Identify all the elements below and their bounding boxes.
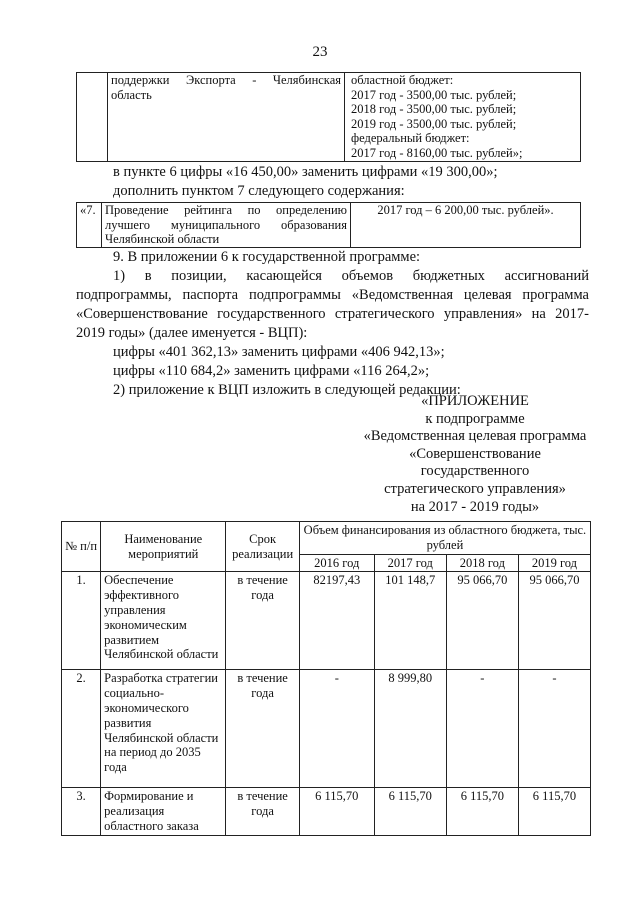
row-name: Разработка стратегии социально-экономического развития Челябинской области на период до 2035 года bbox=[101, 670, 226, 788]
appendix-line: стратегического управления» bbox=[384, 480, 566, 497]
row-value: 6 115,70 bbox=[518, 788, 590, 835]
appendix-line: «Совершенствование bbox=[409, 445, 541, 462]
top-table bbox=[76, 72, 581, 162]
header-term: Срок реализации bbox=[226, 522, 299, 572]
page-number: 23 bbox=[312, 44, 328, 60]
table-cell-name: Проведение рейтинга по определению лучшего муниципального образования Челябинской области bbox=[102, 203, 351, 248]
funding-line: 2017 год - 8160,00 тыс. рублей»; bbox=[351, 145, 523, 160]
row-value: - bbox=[518, 670, 590, 788]
header-year: 2019 год bbox=[518, 554, 590, 572]
appendix-line: «ПРИЛОЖЕНИЕ bbox=[421, 393, 529, 409]
row-value: 6 115,70 bbox=[374, 788, 446, 835]
paragraph-line: цифры «401 362,13» заменить цифрами «406 942,13»; bbox=[113, 344, 445, 360]
paragraph-line: 2) приложение к ВЦП изложить в следующей редакции: bbox=[113, 382, 461, 398]
financing-table bbox=[61, 521, 591, 836]
table-cell-funding bbox=[345, 73, 581, 162]
header-year: 2018 год bbox=[446, 554, 518, 572]
table-row bbox=[77, 73, 581, 162]
table-cell-name: поддержки Экспорта - Челябинская область bbox=[108, 73, 345, 162]
appendix-line: к подпрограмме bbox=[425, 410, 525, 427]
row-name: Формирование и реализация областного заказа bbox=[101, 788, 226, 835]
table-cell-num: «7. bbox=[77, 203, 102, 248]
row-value: 95 066,70 bbox=[446, 572, 518, 670]
header-name: Наименование мероприятий bbox=[101, 522, 226, 572]
paragraph-line: 9. В приложении 6 к государственной программе: bbox=[113, 249, 421, 265]
header-num: № п/п bbox=[62, 522, 101, 572]
appendix-line: государственного bbox=[420, 463, 530, 480]
row-term: в течение года bbox=[226, 788, 299, 835]
header-year: 2016 год bbox=[299, 554, 374, 572]
paragraph-line: подпрограммы, паспорта подпрограммы «Ведомственная целевая программа bbox=[76, 287, 589, 303]
table-row bbox=[62, 788, 591, 835]
point7-table bbox=[76, 202, 581, 248]
header-volume: Объем финансирования из областного бюджета, тыс. рублей bbox=[299, 522, 590, 555]
row-value: - bbox=[446, 670, 518, 788]
table-row bbox=[77, 203, 581, 248]
header-year: 2017 год bbox=[374, 554, 446, 572]
row-value: - bbox=[299, 670, 374, 788]
table-cell-empty bbox=[77, 73, 108, 162]
appendix-heading bbox=[330, 393, 620, 516]
funding-line: областной бюджет: bbox=[351, 73, 454, 87]
row-value: 82197,43 bbox=[299, 572, 374, 670]
row-value: 6 115,70 bbox=[299, 788, 374, 835]
funding-line: 2018 год - 3500,00 тыс. рублей; bbox=[351, 102, 517, 117]
funding-line: 2017 год - 3500,00 тыс. рублей; bbox=[351, 87, 517, 102]
row-name: Обеспечение эффективного управления экономическим развитием Челябинской области bbox=[101, 572, 226, 670]
table-row bbox=[62, 572, 591, 670]
paragraph-line: в пункте 6 цифры «16 450,00» заменить цифрами «19 300,00»; bbox=[113, 164, 498, 180]
appendix-line: на 2017 - 2019 годы» bbox=[410, 498, 540, 515]
paragraph-line: «Совершенствование государственного стратегического управления» на 2017- bbox=[76, 306, 589, 322]
table-cell-value: 2017 год – 6 200,00 тыс. рублей». bbox=[351, 203, 581, 248]
row-value: 8 999,80 bbox=[374, 670, 446, 788]
table-header-row bbox=[62, 522, 591, 555]
table-row bbox=[62, 670, 591, 788]
row-term: в течение года bbox=[226, 572, 299, 670]
row-num: 3. bbox=[62, 788, 101, 835]
row-term: в течение года bbox=[226, 670, 299, 788]
row-value: 6 115,70 bbox=[446, 788, 518, 835]
funding-line: федеральный бюджет: bbox=[351, 131, 470, 146]
paragraph-line: 1) в позиции, касающейся объемов бюджетных ассигнований bbox=[113, 268, 589, 284]
row-value: 95 066,70 bbox=[518, 572, 590, 670]
funding-line: 2019 год - 3500,00 тыс. рублей; bbox=[351, 116, 517, 131]
paragraph-line: дополнить пунктом 7 следующего содержания: bbox=[113, 183, 405, 199]
paragraph-line: 2019 годы» (далее именуется - ВЦП): bbox=[76, 325, 308, 341]
row-num: 2. bbox=[62, 670, 101, 788]
row-value: 101 148,7 bbox=[374, 572, 446, 670]
row-num: 1. bbox=[62, 572, 101, 670]
appendix-line: «Ведомственная целевая программа bbox=[363, 428, 587, 445]
paragraph-line: цифры «110 684,2» заменить цифрами «116 264,2»; bbox=[113, 363, 430, 379]
